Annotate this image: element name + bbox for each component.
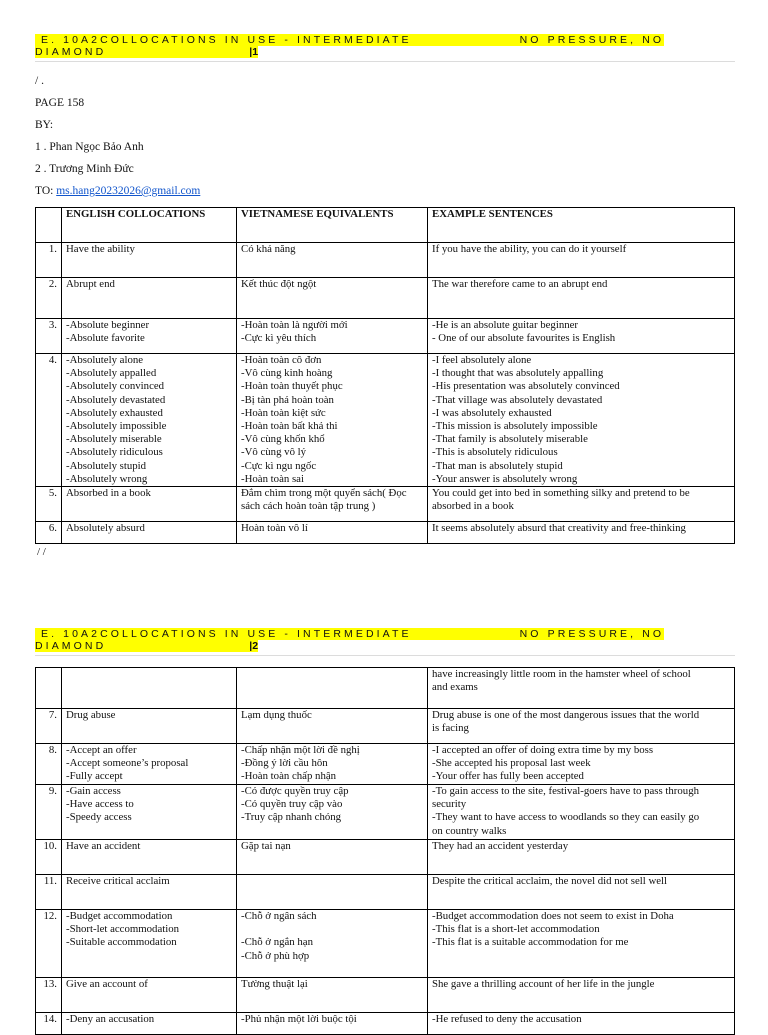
slash-mark: / .: [35, 75, 44, 87]
english-collocation-cell: [62, 278, 237, 319]
table-row: [36, 487, 735, 522]
english-collocation-line: -Absolutely appalled: [66, 367, 157, 380]
collocations-table-continued: [35, 667, 735, 1035]
vietnamese-equivalent-line: Lạm dụng thuốc: [241, 709, 312, 721]
page-number: 2: [252, 640, 259, 652]
vietnamese-equivalent-line: sách cách hoàn toàn tập trung ): [241, 500, 376, 513]
table-row: [36, 785, 735, 840]
row-number: 5.: [36, 487, 62, 522]
vietnamese-equivalent-line: -Hoàn toàn bất khả thi: [241, 420, 338, 433]
vietnamese-equivalent-line: Có khả năng: [241, 243, 296, 255]
example-sentence-line: -He is an absolute guitar beginner: [432, 319, 579, 331]
example-sentence-cell: [428, 840, 735, 875]
example-sentence-cell: [428, 744, 735, 785]
english-collocation-line: -Suitable accommodation: [66, 936, 177, 949]
english-collocation-line: -Deny an accusation: [66, 1013, 155, 1025]
row-number: 3.: [36, 319, 62, 354]
english-collocation-cell: [62, 709, 237, 744]
header-motto: NO PRESSURE, NO: [519, 628, 665, 640]
slash-mark-bottom: / /: [37, 546, 46, 558]
english-collocation-line: -Absolutely exhausted: [66, 406, 163, 419]
page-separator: |: [249, 640, 253, 652]
english-collocation-line: -Absolutely convinced: [66, 380, 165, 393]
vietnamese-equivalent-cell: [237, 744, 428, 785]
page-header: [35, 628, 735, 656]
vietnamese-equivalent-cell: [237, 487, 428, 522]
recipient: [35, 184, 200, 198]
example-sentence-line: She gave a thrilling account of her life in the jungle: [432, 978, 655, 990]
collocations-table: [35, 207, 735, 544]
example-sentence-cell: [428, 487, 735, 522]
english-collocation-cell: [62, 978, 237, 1013]
english-collocation-line: -Accept an offer: [66, 744, 137, 756]
row-number: 8.: [36, 744, 62, 785]
english-collocation-line: -Gain access: [66, 785, 121, 797]
table-row: [36, 319, 735, 354]
vietnamese-equivalent-cell: [237, 785, 428, 840]
col-vietnamese-header: VIETNAMESE EQUIVALENTS: [237, 208, 428, 243]
example-sentence-line: -To gain access to the site, festival-goers have to pass through: [432, 785, 699, 797]
english-collocation-line: -Speedy access: [66, 811, 132, 824]
vietnamese-equivalent-line: -Vô cùng khốn khổ: [241, 433, 325, 446]
example-sentence-line: They had an accident yesterday: [432, 840, 569, 852]
english-collocation-line: -Absolutely impossible: [66, 420, 167, 433]
example-sentence-line: absorbed in a book: [432, 500, 514, 513]
row-number: 4.: [36, 354, 62, 487]
author-1: 1 . Phan Ngọc Bảo Anh: [35, 141, 144, 153]
vietnamese-equivalent-line: -Hoàn toàn cô đơn: [241, 354, 322, 366]
example-sentence-cell: [428, 668, 735, 709]
example-sentence-line: Drug abuse is one of the most dangerous issues that the world: [432, 709, 700, 721]
vietnamese-equivalent-line: -Vô cùng vô lý: [241, 446, 307, 459]
vietnamese-equivalent-line: -Hoàn toàn thuyết phục: [241, 380, 343, 393]
example-sentence-cell: [428, 243, 735, 278]
col-example-header: EXAMPLE SENTENCES: [428, 208, 735, 243]
vietnamese-equivalent-cell: [237, 243, 428, 278]
row-number: 1.: [36, 243, 62, 278]
vietnamese-equivalent-line: -Đồng ý lời cầu hôn: [241, 757, 328, 770]
vietnamese-equivalent-cell: [237, 522, 428, 544]
example-sentence-line: -That family is absolutely miserable: [432, 433, 588, 446]
english-collocation-line: -Absolute beginner: [66, 319, 150, 331]
vietnamese-equivalent-line: -Hoàn toàn kiệt sức: [241, 406, 326, 419]
example-sentence-cell: [428, 875, 735, 910]
english-collocation-line: -Have access to: [66, 798, 134, 811]
row-number: 2.: [36, 278, 62, 319]
page-header: [35, 34, 735, 62]
vietnamese-equivalent-cell: [237, 840, 428, 875]
header-title: E. 10A2COLLOCATIONS IN USE - INTERMEDIATE: [35, 34, 412, 46]
table-row: [36, 910, 735, 978]
english-collocation-line: -Absolute favorite: [66, 332, 145, 345]
english-collocation-line: Give an account of: [66, 978, 148, 990]
english-collocation-line: -Absolutely stupid: [66, 459, 147, 472]
example-sentence-line: -I thought that was absolutely appalling: [432, 367, 604, 380]
vietnamese-equivalent-line: -Hoàn toàn chấp nhận: [241, 770, 337, 783]
example-sentence-line: -This flat is a short-let accommodation: [432, 923, 600, 936]
example-sentence-line: Despite the critical acclaim, the novel did not sell well: [432, 875, 668, 887]
example-sentence-line: on country walks: [432, 824, 507, 837]
table-row: [36, 243, 735, 278]
english-collocation-line: Have an accident: [66, 840, 141, 852]
header-title: E. 10A2COLLOCATIONS IN USE - INTERMEDIATE: [35, 628, 412, 640]
vietnamese-equivalent-cell: [237, 709, 428, 744]
english-collocation-line: -Absolutely ridiculous: [66, 446, 163, 459]
example-sentence-line: and exams: [432, 681, 478, 694]
vietnamese-equivalent-cell: [237, 319, 428, 354]
vietnamese-equivalent-line: -Cực kì yêu thích: [241, 332, 317, 345]
row-number: 6.: [36, 522, 62, 544]
example-sentence-cell: [428, 910, 735, 978]
example-sentence-line: The war therefore came to an abrupt end: [432, 278, 608, 290]
example-sentence-line: -They want to have access to woodlands so they can easily go: [432, 811, 700, 824]
vietnamese-equivalent-line: -Chỗ ở ngắn hạn: [241, 936, 313, 949]
table-row: [36, 840, 735, 875]
vietnamese-equivalent-line: -Phủ nhận một lời buộc tội: [241, 1013, 357, 1025]
english-collocation-cell: [62, 319, 237, 354]
example-sentence-line: -I accepted an offer of doing extra time by my boss: [432, 744, 654, 756]
vietnamese-equivalent-cell: [237, 668, 428, 709]
table-row: [36, 978, 735, 1013]
example-sentence-cell: [428, 978, 735, 1013]
row-number: 10.: [36, 840, 62, 875]
to-label: TO:: [35, 185, 54, 197]
vietnamese-equivalent-line: Gặp tai nạn: [241, 840, 291, 852]
english-collocation-line: Have the ability: [66, 243, 135, 255]
vietnamese-equivalent-line: -Truy cập nhanh chóng: [241, 811, 342, 824]
example-sentence-line: -Your answer is absolutely wrong: [432, 472, 578, 485]
english-collocation-line: Absolutely absurd: [66, 522, 145, 535]
vietnamese-equivalent-line: [241, 923, 423, 936]
row-number: 12.: [36, 910, 62, 978]
english-collocation-line: -Absolutely miserable: [66, 433, 162, 446]
english-collocation-line: -Budget accommodation: [66, 910, 173, 922]
example-sentence-line: -He refused to deny the accusation: [432, 1013, 582, 1025]
example-sentence-line: -Budget accommodation does not seem to exist in Doha: [432, 910, 674, 922]
row-number: 14.: [36, 1013, 62, 1035]
author-2: 2 . Trương Minh Đức: [35, 163, 134, 175]
example-sentence-line: If you have the ability, you can do it yourself: [432, 243, 627, 255]
english-collocation-line: -Short-let accommodation: [66, 923, 180, 936]
page-number: 1: [252, 46, 259, 58]
example-sentence-line: -That village was absolutely devastated: [432, 393, 603, 406]
page-label: PAGE 158: [35, 97, 85, 109]
table-row: [36, 875, 735, 910]
vietnamese-equivalent-cell: [237, 354, 428, 487]
english-collocation-cell: [62, 243, 237, 278]
vietnamese-equivalent-line: -Hoàn toàn là người mới: [241, 319, 348, 331]
header-motto-cont: DIAMOND: [35, 46, 107, 58]
english-collocation-cell: [62, 744, 237, 785]
example-sentence-cell: [428, 278, 735, 319]
english-collocation-line: Drug abuse: [66, 709, 116, 721]
table-row: [36, 744, 735, 785]
vietnamese-equivalent-line: -Chấp nhận một lời đề nghị: [241, 744, 360, 756]
number-header-cell: [36, 208, 62, 243]
english-collocation-line: Abrupt end: [66, 278, 115, 290]
example-sentence-line: -This mission is absolutely impossible: [432, 420, 598, 433]
vietnamese-equivalent-cell: [237, 910, 428, 978]
vietnamese-equivalent-line: -Có quyền truy cập vào: [241, 798, 343, 811]
example-sentence-cell: [428, 522, 735, 544]
header-motto: NO PRESSURE, NO: [519, 34, 665, 46]
english-collocation-line: -Absolutely alone: [66, 354, 144, 366]
english-collocation-cell: [62, 875, 237, 910]
table-row: [36, 709, 735, 744]
vietnamese-equivalent-line: Tường thuật lại: [241, 978, 308, 990]
vietnamese-equivalent-cell: [237, 875, 428, 910]
english-collocation-cell: [62, 840, 237, 875]
row-number: 11.: [36, 875, 62, 910]
vietnamese-equivalent-cell: [237, 978, 428, 1013]
example-sentence-line: -His presentation was absolutely convinced: [432, 380, 620, 393]
row-number: 9.: [36, 785, 62, 840]
english-collocation-cell: [62, 522, 237, 544]
example-sentence-line: It seems absolutely absurd that creativity and free-thinking: [432, 522, 686, 535]
table-row: [36, 668, 735, 709]
vietnamese-equivalent-line: -Chỗ ở phù hợp: [241, 949, 310, 962]
vietnamese-equivalent-line: -Có được quyền truy cập: [241, 785, 349, 797]
example-sentence-line: is facing: [432, 722, 469, 735]
header-motto-cont: DIAMOND: [35, 640, 107, 652]
vietnamese-equivalent-line: -Bị tàn phá hoàn toàn: [241, 393, 334, 406]
vietnamese-equivalent-line: -Hoàn toàn sai: [241, 472, 304, 485]
english-collocation-line: -Fully accept: [66, 770, 123, 783]
col-english-header: ENGLISH COLLOCATIONS: [62, 208, 237, 243]
example-sentence-cell: [428, 709, 735, 744]
example-sentence-line: -That man is absolutely stupid: [432, 459, 563, 472]
example-sentence-cell: [428, 785, 735, 840]
vietnamese-equivalent-line: Đắm chìm trong một quyển sách( Đọc: [241, 487, 407, 500]
vietnamese-equivalent-line: Kết thúc đột ngột: [241, 278, 317, 290]
english-collocation-line: Absorbed in a book: [66, 487, 151, 500]
example-sentence-line: security: [432, 798, 467, 811]
example-sentence-line: -Your offer has fully been accepted: [432, 770, 584, 783]
row-number: 7.: [36, 709, 62, 744]
english-collocation-cell: [62, 668, 237, 709]
example-sentence-line: -This is absolutely ridiculous: [432, 446, 558, 459]
example-sentence-line: - One of our absolute favourites is English: [432, 332, 616, 345]
english-collocation-line: -Accept someone’s proposal: [66, 757, 189, 770]
example-sentence-line: have increasingly little room in the hamster wheel of school: [432, 668, 691, 680]
example-sentence-line: You could get into bed in something silky and pretend to be: [432, 487, 690, 500]
example-sentence-cell: [428, 354, 735, 487]
example-sentence-line: -She accepted his proposal last week: [432, 757, 591, 770]
table-row: [36, 278, 735, 319]
english-collocation-cell: [62, 487, 237, 522]
example-sentence-cell: [428, 319, 735, 354]
english-collocation-cell: [62, 785, 237, 840]
english-collocation-cell: [62, 354, 237, 487]
table-header-row: [36, 208, 735, 243]
vietnamese-equivalent-line: -Chỗ ở ngân sách: [241, 910, 317, 922]
table-row: [36, 354, 735, 487]
row-number: [36, 668, 62, 709]
table-row: [36, 522, 735, 544]
page-separator: |: [249, 46, 253, 58]
vietnamese-equivalent-line: -Vô cùng kinh hoàng: [241, 367, 333, 380]
vietnamese-equivalent-cell: [237, 278, 428, 319]
example-sentence-line: -I was absolutely exhausted: [432, 406, 552, 419]
email-link[interactable]: ms.hang20232026@gmail.com: [56, 185, 201, 197]
english-collocation-line: Receive critical acclaim: [66, 875, 170, 887]
row-number: 13.: [36, 978, 62, 1013]
example-sentence-line: -This flat is a suitable accommodation for me: [432, 936, 629, 949]
vietnamese-equivalent-line: Hoàn toàn vô lí: [241, 522, 308, 535]
by-label: BY:: [35, 119, 54, 131]
vietnamese-equivalent-line: -Cực kì ngu ngốc: [241, 459, 317, 472]
english-collocation-line: -Absolutely wrong: [66, 472, 148, 485]
english-collocation-cell: [62, 910, 237, 978]
english-collocation-line: -Absolutely devastated: [66, 393, 166, 406]
example-sentence-line: -I feel absolutely alone: [432, 354, 532, 366]
